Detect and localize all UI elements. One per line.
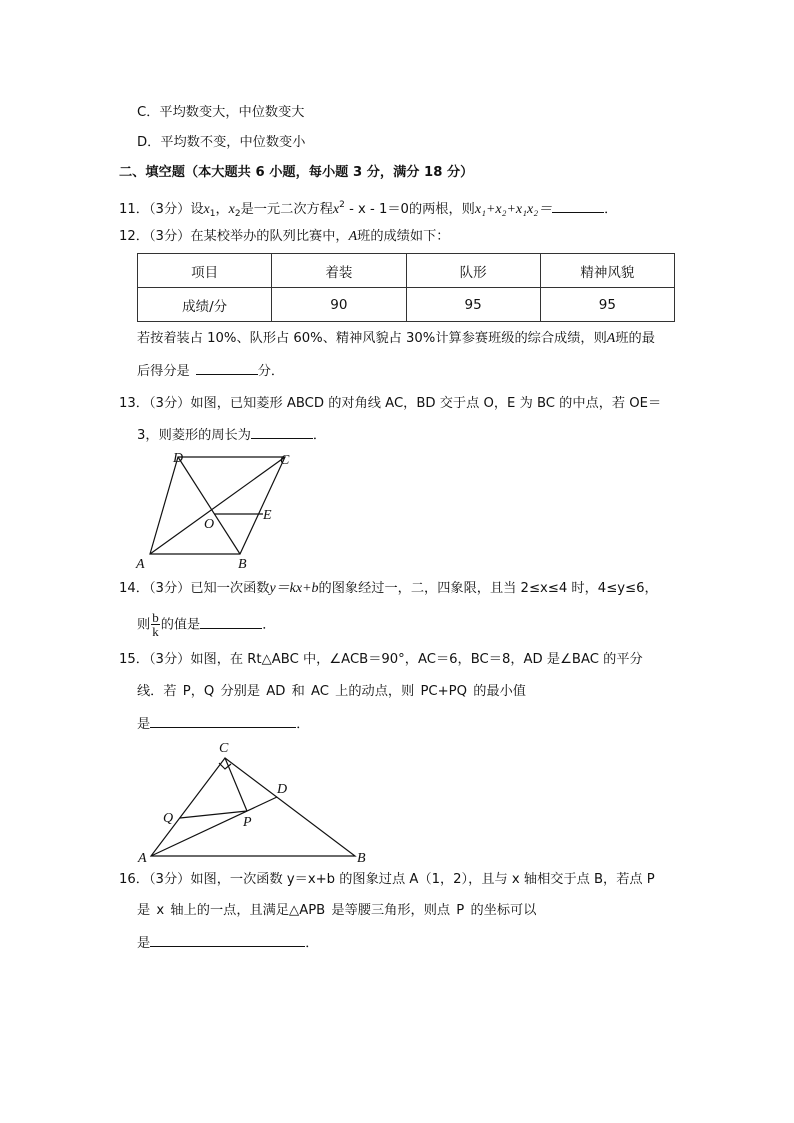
- q11-answer-blank[interactable]: [552, 198, 604, 213]
- table-cell: 90: [272, 288, 406, 322]
- q14-end: ．: [262, 617, 276, 633]
- q13-line1: 13．（3分）如图，已知菱形 ABCD 的对角线 AC，BD 交于点 O，E 为 BC 的中点，若 OE＝: [119, 396, 662, 411]
- q13-line2: [137, 424, 326, 446]
- q11-eq-rest: - x - 1＝0: [344, 202, 409, 217]
- q15-line2: 线．若 P，Q 分别是 AD 和 AC 上的动点，则 PC+PQ 的最小值: [137, 684, 526, 699]
- q13-line2-post: ．: [312, 428, 327, 443]
- label-a: A: [136, 557, 145, 572]
- q12-line2: [137, 329, 655, 349]
- q12-line3: [137, 360, 284, 382]
- option-d: D．平均数不变，中位数变小: [137, 135, 306, 150]
- q11-x2: x: [228, 202, 235, 217]
- table-header-cell: 精神风貌: [540, 254, 674, 288]
- q16-line3: [137, 932, 318, 954]
- q13-line2-pre: 3，则菱形的周长为: [137, 428, 251, 443]
- label-q: Q: [163, 811, 174, 826]
- label-b: B: [238, 557, 247, 572]
- label-p: P: [243, 815, 252, 830]
- diagonal-bd: [178, 457, 240, 554]
- triangle-figure: [135, 736, 375, 866]
- q12-text: 班的成绩如下：: [357, 229, 450, 244]
- q12-line3-post: 分．: [257, 364, 285, 379]
- q12-prefix: 12．（3分）在某校举办的队列比赛中，: [119, 229, 349, 244]
- q14-line2-post: 的值是: [160, 617, 201, 633]
- q12-line3-pre: 后得分是: [137, 364, 190, 379]
- q12-answer-blank[interactable]: [196, 360, 258, 375]
- label-c: C: [219, 741, 229, 756]
- q14-line1-post: 的图象经过一，二，四象限，且当 2≤x≤4 时，4≤y≤6，: [318, 581, 658, 596]
- table-header-cell: 项目: [138, 254, 272, 288]
- q14-answer-blank[interactable]: [200, 614, 262, 629]
- label-e: E: [263, 508, 272, 523]
- q16-answer-blank[interactable]: [150, 932, 305, 947]
- label-d: D: [277, 782, 288, 797]
- q11-end: ．: [604, 202, 618, 217]
- q12-class-letter: A: [348, 229, 358, 244]
- q14-line2: [137, 611, 275, 638]
- q11-eq-x: x: [332, 202, 340, 217]
- rhombus-figure: [130, 444, 310, 574]
- q16-line1: 16．（3分）如图，一次函数 y＝x+b 的图象过点 A（1，2），且与 x 轴相交于点 B，若点 P: [119, 872, 655, 887]
- q11-eq-sup: 2: [339, 200, 345, 210]
- score-table: [137, 253, 675, 322]
- q12-line2-letter: A: [606, 331, 616, 346]
- label-b: B: [357, 851, 366, 866]
- bisector-ad: [151, 797, 277, 856]
- label-d: D: [173, 451, 184, 466]
- q15-answer-blank[interactable]: [150, 713, 296, 728]
- table-header-row: [138, 254, 675, 288]
- table-row: [138, 288, 675, 322]
- q11-mid: 是一元二次方程: [240, 202, 333, 217]
- q11-expr: x₁+x₂+x₁x₂＝: [474, 202, 553, 217]
- frac-num: b: [152, 610, 159, 625]
- option-c: C．平均数变大，中位数变大: [137, 105, 305, 120]
- fraction-b-over-k: [151, 611, 160, 638]
- label-o: O: [204, 517, 215, 532]
- q15-line3-pre: 是: [137, 717, 151, 732]
- table-header-cell: 着装: [272, 254, 406, 288]
- q14-func: y＝kx+b: [269, 581, 319, 596]
- segment-pq: [180, 811, 247, 818]
- q15-line1: 15．（3分）如图，在 Rt△ABC 中，∠ACB＝90°，AC＝6，BC＝8，AD 是∠BAC 的平分: [119, 652, 643, 667]
- q16-line3-pre: 是: [137, 936, 151, 951]
- section-title: 二、填空题（本大题共 6 小题，每小题 3 分，满分 18 分）: [119, 165, 474, 180]
- q13-answer-blank[interactable]: [251, 424, 313, 439]
- q14-line1-pre: 14．（3分）已知一次函数: [119, 581, 270, 596]
- q15-line3-post: ．: [296, 717, 310, 732]
- table-header-cell: 队形: [406, 254, 540, 288]
- q11-x1: x: [203, 202, 210, 217]
- diagonal-ac: [150, 457, 285, 554]
- q14-line2-pre: 则: [137, 617, 151, 633]
- q12-line2-tail: 班的最: [615, 331, 655, 346]
- frac-den: k: [152, 624, 159, 639]
- q11-sub2: 2: [234, 209, 241, 219]
- table-cell: 95: [540, 288, 674, 322]
- q11-prefix: 11．（3分）设: [119, 202, 204, 217]
- q15-line3: [137, 713, 309, 735]
- label-a: A: [138, 851, 147, 866]
- q16-line3-post: ．: [305, 936, 319, 951]
- question-11: [119, 198, 617, 220]
- q11-comma: ，: [215, 202, 229, 217]
- q14-line1: [119, 579, 658, 599]
- table-cell: 95: [406, 288, 540, 322]
- question-12: [119, 227, 449, 247]
- table-cell: 成绩/分: [138, 288, 272, 322]
- q11-sub1: 1: [209, 209, 216, 219]
- q11-tail: 的两根，则: [408, 202, 475, 217]
- q12-line2-text: 若按着装占 10%、队形占 60%、精神风貌占 30%计算参赛班级的综合成绩，则: [137, 331, 607, 346]
- label-c: C: [280, 453, 290, 468]
- q16-line2: 是 x 轴上的一点，且满足△APB 是等腰三角形，则点 P 的坐标可以: [137, 903, 537, 918]
